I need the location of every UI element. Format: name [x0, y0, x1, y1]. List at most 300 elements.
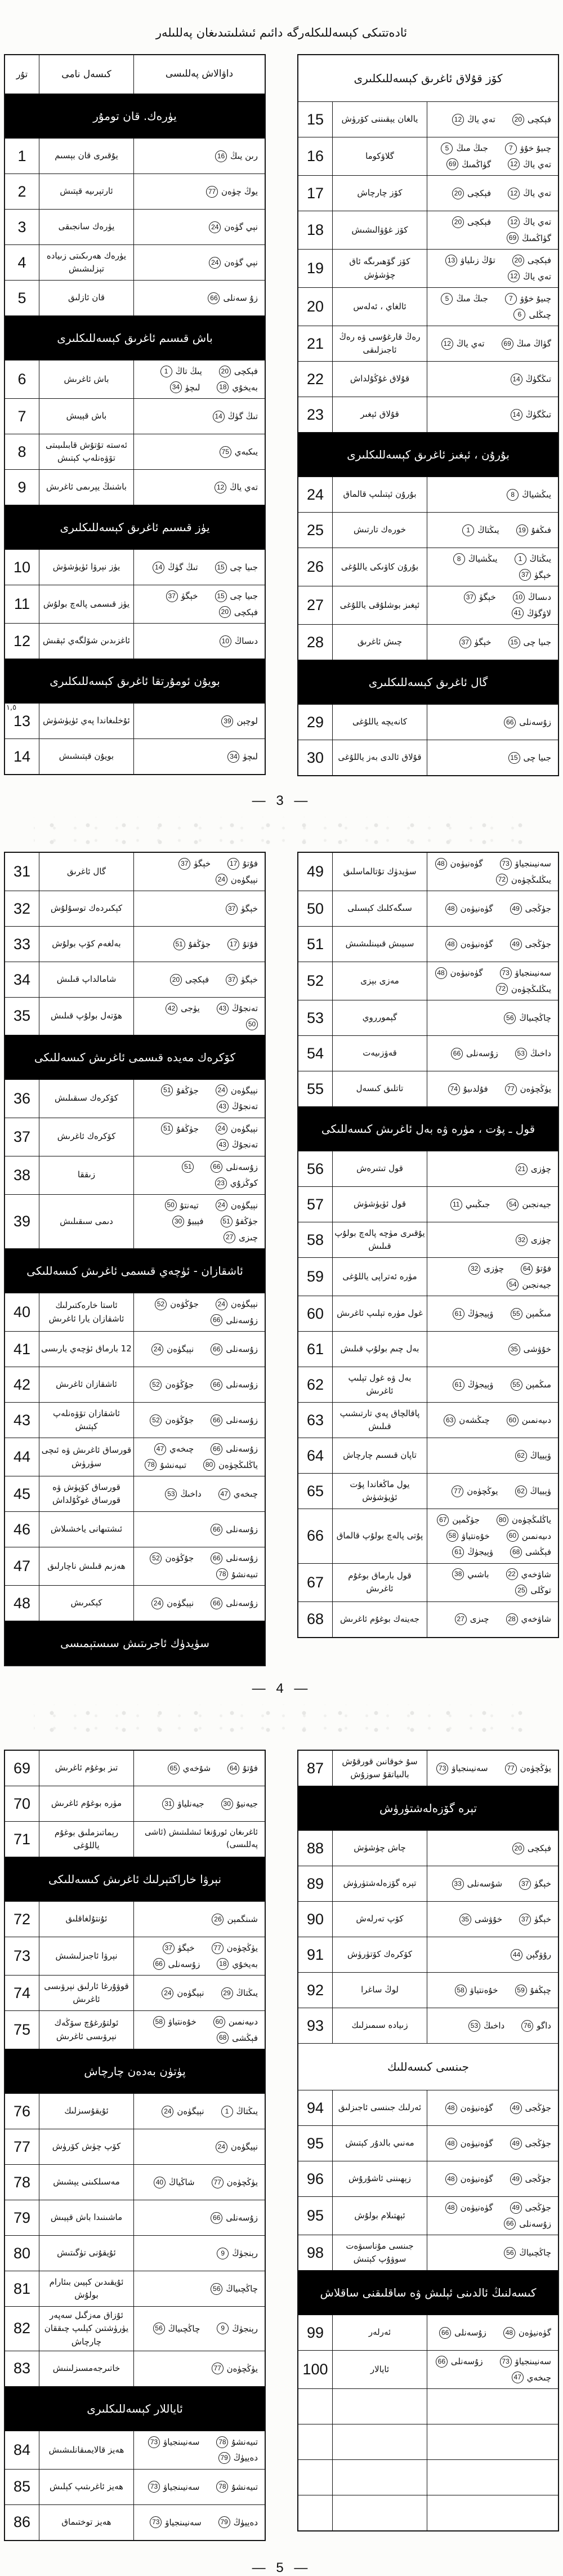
acupoint [515, 1485, 551, 1498]
disease-name: بۇرۇن كاۋىكى ياللۇغى [333, 548, 427, 586]
acupoint-name: سەنيىنجياۋ [515, 858, 551, 869]
acupoint-number: 24 [216, 1199, 227, 1211]
acupoint-name: تۇڭ زىلياۋ [461, 255, 495, 265]
section-header: باش قىسىم ئاغرىق كېسەللىكلىرى [5, 316, 265, 360]
section-row [5, 659, 265, 703]
table-row [5, 2093, 265, 2129]
table-row [298, 704, 558, 740]
treatment-points [134, 2094, 265, 2129]
acupoint-name: زۇسەنلى [226, 1524, 258, 1534]
acupoint-name: جيەنجىن [522, 1279, 551, 1290]
row-number-cell [298, 1367, 333, 1402]
acupoint-name: مىڭمېن [525, 1308, 551, 1319]
row-number: 38 [13, 1166, 31, 1184]
row-number-cell [5, 739, 39, 774]
section-row [298, 1786, 558, 1830]
acupoint-number: 66 [504, 2218, 516, 2230]
treatment-points [427, 1258, 558, 1296]
acupoint-name: شۇسەنلى [467, 1878, 503, 1889]
acupoint [497, 1514, 551, 1527]
acupoint [211, 1597, 258, 1610]
disease-name: غول مۈرە تېلىپ ئاغرىش [333, 1296, 427, 1331]
page-number: — 5 — [252, 2560, 311, 2575]
acupoint [516, 524, 551, 537]
acupoint-name: رېنجۈڭ [232, 2323, 258, 2334]
table-row [5, 2200, 265, 2235]
acupoint [508, 270, 551, 283]
disease-name: مۈرە بوغۇم ئاغرىش [39, 1786, 134, 1821]
table-row [298, 1402, 558, 1438]
acupoint-number: 15 [215, 590, 227, 602]
acupoint [508, 158, 551, 171]
row-number: 47 [13, 1558, 31, 1574]
acupoint [216, 1123, 258, 1136]
acupoint-number: 37 [163, 1942, 175, 1954]
disease-name: ئېھتىلام بولۇش [333, 2197, 427, 2235]
row-number-cell [5, 361, 39, 398]
section-header: تېرە گۆزەلەشتۈرۈش [298, 1786, 558, 1830]
row-number: 75 [13, 2021, 31, 2038]
page-block [0, 54, 563, 849]
table-row [5, 2271, 265, 2306]
row-number: 14 [13, 748, 31, 765]
acupoint [212, 2363, 258, 2375]
acupoint [453, 553, 498, 566]
acupoint [506, 1568, 551, 1581]
page-number: — 4 — [252, 1681, 311, 1696]
acupoint-name: جيەنلياۋ [177, 1798, 204, 1809]
section-row [5, 1035, 265, 1079]
acupoint-name: يۈڭچۈەن [226, 2363, 258, 2374]
acupoint-number: 27 [224, 1231, 235, 1243]
acupoint-name: فېكچى [185, 974, 209, 985]
acupoint [452, 1568, 489, 1581]
acupoint-number: 56 [504, 2247, 516, 2259]
table-row [5, 2504, 265, 2540]
acupoint-number: 64 [227, 1763, 239, 1774]
acupoint-name: نېيگۈەن [230, 1200, 258, 1211]
acupoint [508, 216, 551, 229]
disease-name: قول بارماق بوغۇم ئاغرىش [333, 1564, 427, 1601]
acupoint-name: تەي ياڭ [523, 217, 551, 227]
row-number-cell [298, 362, 333, 397]
acupoint [217, 2032, 258, 2045]
disease-name: گلاۋكوما [333, 137, 427, 175]
acupoint-number: 9 [217, 2248, 229, 2259]
acupoint-name: نېيگۈەن [230, 874, 258, 885]
acupoint [504, 1012, 551, 1025]
acupoint-number: 50 [246, 1018, 258, 1030]
section-header: يۈرەك. قان تومۇر [5, 94, 265, 138]
acupoint-name: گۈەنيۈەن [450, 968, 483, 978]
row-number: 98 [306, 2244, 324, 2261]
row-number: 3 [17, 218, 26, 235]
row-number: 48 [13, 1594, 31, 1612]
acupoint-name: جىيا چى [523, 637, 551, 647]
row-number: 99 [306, 2324, 324, 2341]
acupoint-number: 66 [153, 1958, 165, 1970]
table-row [298, 477, 558, 512]
treatment-points [427, 1564, 558, 1601]
section-row [298, 432, 558, 477]
disease-name: ئاشقازان ئاغرىش [39, 1367, 134, 1402]
section-header: قول ـ پۇت ، مۈرە ۋە بەل ئاغرىش كىسەللىكى [298, 1107, 558, 1151]
acupoint-name: يوڭ چۈەن [221, 186, 258, 197]
acupoint-number: 32 [468, 1263, 480, 1275]
acupoint-number: 24 [209, 257, 221, 269]
acupoint-number: 42 [166, 1003, 177, 1015]
acupoint-number: 51 [182, 1161, 194, 1173]
row-number: 16 [306, 148, 324, 164]
acupoint-name: رىن يىڭ [230, 150, 258, 161]
table-row [5, 1547, 265, 1585]
acupoint-number: 28 [506, 1613, 518, 1625]
treatment-points [134, 1976, 265, 2010]
row-number-cell [298, 740, 333, 775]
row-number: 33 [13, 935, 31, 953]
row-number: 19 [306, 260, 324, 277]
row-number: 72 [13, 1910, 31, 1928]
row-number: 64 [306, 1447, 324, 1464]
acupoint-name: بەيخۇي [232, 1959, 258, 1969]
acupoint-name: گۈەنيۈەن [460, 2173, 493, 2184]
acupoint-number: 31 [162, 1798, 174, 1810]
acupoint-name: زۇسەنلى [226, 2212, 258, 2223]
acupoint-number: 56 [211, 2283, 222, 2295]
table-row [298, 2090, 558, 2125]
acupoint-name: زۇ سەنلى [223, 292, 258, 303]
row-number-cell [298, 1937, 333, 1972]
acupoint-name: يىڭتاڭ [236, 1987, 258, 1998]
row-number-cell [298, 2495, 333, 2530]
acupoint [512, 254, 551, 267]
treatment-points [427, 2235, 558, 2270]
acupoint [226, 902, 258, 915]
row-number: 77 [13, 2138, 31, 2155]
treatment-points [427, 1602, 558, 1637]
acupoint-number: 48 [445, 2202, 457, 2214]
treatment-points [427, 1151, 558, 1186]
acupoint-name: نېيگۈەن [230, 1299, 258, 1309]
row-number-cell [298, 586, 333, 624]
row-number-cell [5, 2236, 39, 2271]
treatment-points [427, 1222, 558, 1257]
acupoint-name: زۇسەنلى [226, 1379, 258, 1390]
acupoint-name: تىيەنشۇ [160, 1460, 187, 1470]
table-row [298, 361, 558, 397]
row-number-cell [298, 2424, 333, 2459]
acupoint-name: چىيۇ خۇۋ [520, 293, 551, 304]
acupoint-name: خۇەنتياۋ [461, 1531, 490, 1541]
row-number-cell [5, 434, 39, 469]
page-tables [0, 54, 563, 776]
row-number: 7 [17, 407, 26, 425]
table-row [298, 397, 558, 432]
acupoint [436, 1762, 488, 1775]
treatment-points [134, 2011, 265, 2049]
disease-name [333, 2460, 427, 2495]
treatment-points [134, 891, 265, 926]
row-number: 28 [306, 633, 324, 651]
acupoint-number: 39 [221, 715, 233, 727]
acupoint [510, 2201, 551, 2214]
table-row [298, 1937, 558, 1972]
acupoint-name: جۈڭفۇ [235, 1216, 258, 1226]
page-block [0, 1750, 563, 2576]
acupoint-name: سەنيىنجياۋ [515, 968, 551, 978]
acupoint-number: 12 [508, 270, 520, 282]
acupoint [153, 2016, 196, 2028]
table-row [5, 1079, 265, 1118]
table-row [5, 1937, 265, 1975]
acupoint-number: 77 [212, 1942, 224, 1954]
table-row [5, 1331, 265, 1367]
section-row [298, 660, 558, 704]
disease-name: خاتىرجەمسىزلىنىش [39, 2351, 134, 2386]
treatment-points [134, 1293, 265, 1331]
acupoint-number: 56 [504, 1012, 516, 1024]
row-number: 17 [306, 184, 324, 202]
disease-name: كېكىرىش [39, 1586, 134, 1621]
acupoint-number: 44 [511, 1949, 522, 1961]
treatment-points [427, 2495, 558, 2530]
row-number: 46 [13, 1520, 31, 1538]
acupoint-name: زۇسەنلى [450, 2356, 483, 2366]
acupoint-name: داخىڭ [180, 1488, 202, 1499]
acupoint-number: 22 [506, 1568, 518, 1580]
acupoint-name: باشىي [467, 1569, 489, 1580]
acupoint [160, 365, 202, 378]
row-number-cell [298, 102, 333, 137]
acupoint-name: لىچۈ [185, 382, 200, 393]
treatment-points [427, 2460, 558, 2495]
acupoint-number: 66 [211, 1414, 222, 1426]
disease-name: كۆز گۆھىرىگە ئاق چۈشۈش [333, 250, 427, 287]
acupoint-number: 51 [161, 1084, 173, 1096]
acupoint-number: 77 [452, 1485, 463, 1497]
acupoint-number: 18 [217, 381, 229, 393]
table-row [298, 1071, 558, 1106]
treatment-points [427, 705, 558, 740]
treatment-points [134, 2470, 265, 2504]
disease-name: يۇقىرى مۈچە پالەچ بولۇپ قىلىش [333, 1222, 427, 1257]
disease-name: ئاشقازان تۆۋەنلەپ كېتىش [39, 1403, 134, 1438]
acupoint [153, 561, 198, 574]
acupoint-number: 60 [507, 1530, 519, 1542]
disease-name [333, 2495, 427, 2530]
treatment-points [427, 1071, 558, 1106]
table-row [5, 997, 265, 1035]
row-number-cell [5, 1367, 39, 1402]
acupoint [459, 636, 491, 649]
acupoint-name: يوڭچۈەن [467, 1485, 498, 1496]
acupoint-name: زۇسەنلى [226, 1553, 258, 1563]
acupoint-name: تەنجۇڭ [231, 1003, 258, 1013]
table-row [5, 703, 265, 738]
row-number: 86 [13, 2513, 31, 2531]
acupoint-number: 69 [507, 232, 519, 244]
acupoint [217, 2247, 258, 2260]
section-header: كۆكرەك مەيدە قىسمى ئاغرىش كىسەللىكى [5, 1035, 265, 1079]
acupoint [154, 1443, 194, 1456]
disease-name: ئۇيقۇنى تۈگىتىش [39, 2236, 134, 2271]
acupoint-name: ۋېيجۈڭ [467, 1308, 494, 1319]
acupoint-number: 66 [211, 1379, 222, 1391]
disease-name: يۈرەك ھەرىكىتى زىيادە تېزلىشىش [39, 245, 134, 280]
acupoint [211, 1343, 258, 1356]
row-number-cell [5, 2271, 39, 2306]
acupoint [162, 1987, 204, 2000]
disease-name: قۇلاق غۇڭۇلداش [333, 362, 427, 397]
disease-name: گېمورروي [333, 1000, 427, 1035]
document-title: ئادەتتىكى كېسەللىكلەرگە دائىم ئىشلىتىدىغان پەللىلەر [155, 26, 408, 39]
acupoint-name: تەنجۇڭ [231, 1101, 258, 1111]
acupoint-name: خېگۈ [194, 858, 211, 869]
acupoint-name: رېنجۈڭ [232, 2248, 258, 2258]
treatment-points [427, 2351, 558, 2388]
table-row [5, 926, 265, 962]
treatment-points [134, 1367, 265, 1402]
acupoint [217, 1138, 258, 1151]
row-number: 83 [13, 2360, 31, 2377]
disease-name: مۈرە ئەتراپى ياللۇغى [333, 1258, 427, 1296]
acupoint [507, 1530, 551, 1543]
acupoint-number: 8 [453, 553, 465, 565]
treatment-points [134, 245, 265, 280]
acupoint-number: 49 [510, 2173, 522, 2185]
row-number: 18 [306, 221, 324, 238]
disease-name: سۇ خوقانىن قورقۇش بالىياتقۇ سوزۇش [333, 1751, 427, 1786]
row-number: 49 [306, 863, 324, 880]
table [4, 54, 266, 775]
acupoint [221, 1798, 258, 1810]
table-row [5, 360, 265, 398]
disease-name: كۆز غۇۋالىشىش [333, 211, 427, 249]
acupoint-number: 58 [455, 1985, 467, 1996]
disease-name: ئىشتىھانى ياخشىلاش [39, 1512, 134, 1547]
acupoint [219, 606, 258, 619]
acupoint [521, 1262, 551, 1275]
row-number-cell [5, 704, 39, 738]
acupoint-number: 37 [519, 569, 531, 581]
acupoint-name: گۈەنيۈەن [518, 2327, 551, 2338]
acupoint-name: چاڭچىياڭ [519, 1012, 551, 1023]
acupoint-number: 41 [512, 607, 524, 619]
treatment-points [134, 470, 265, 505]
table-row [5, 434, 265, 469]
acupoint-name: يىڭتاڭ [529, 554, 551, 564]
acupoint-name: تىڭگۈڭ [525, 373, 551, 384]
acupoint-number: 54 [507, 1279, 519, 1291]
acupoint [513, 309, 551, 322]
row-number-cell [298, 962, 333, 1000]
acupoint-number: 56 [153, 2323, 165, 2334]
row-number: 63 [306, 1411, 324, 1429]
table-row [5, 2235, 265, 2271]
acupoint-name: ۋېيياڭ [530, 1485, 551, 1496]
table-row [298, 512, 558, 548]
acupoint [448, 1083, 488, 1096]
treatment-points [134, 1512, 265, 1547]
row-number: 30 [306, 749, 324, 766]
acupoint-name: نېيگۈەن [230, 2141, 258, 2152]
disease-name: بۇرۇن ئېتىلىپ قالماق [333, 477, 427, 512]
row-number-cell [5, 1751, 39, 1786]
acupoint-number: 49 [510, 2202, 522, 2214]
acupoint-name: جۇڭۋەن [165, 1553, 194, 1563]
acupoint-number: 24 [216, 1084, 227, 1096]
treatment-points [427, 2389, 558, 2424]
row-number: 69 [13, 1759, 31, 1777]
disease-name: كۆكرەك سىقىلىش [39, 1080, 134, 1118]
acupoint-number: 66 [208, 292, 220, 304]
acupoint-name: گۈەنيۈەن [450, 858, 483, 869]
acupoint-name: خېگۈ [474, 637, 491, 647]
table-row [5, 209, 265, 244]
acupoint-name: خېگۈ [181, 591, 198, 601]
acupoint-name: يىڭشياڭ [468, 554, 498, 564]
acupoint [172, 1215, 204, 1228]
acupoint-number: 65 [168, 1763, 180, 1774]
table-row [298, 211, 558, 249]
row-number-cell [5, 1512, 39, 1547]
acupoint-number: 18 [217, 1958, 229, 1970]
acupoint-name: يۈجى [181, 1003, 200, 1013]
acupoint [507, 1414, 551, 1427]
acupoint-number: 24 [216, 874, 227, 886]
table-row [298, 1367, 558, 1402]
acupoint [151, 1597, 194, 1610]
row-number: 82 [13, 2320, 31, 2337]
acupoint-name: يۈڭچۈەن [226, 1943, 258, 1953]
disease-name: مەنىي بالدۇر كېتىش [333, 2126, 427, 2161]
acupoint-number: 1 [462, 524, 474, 536]
table-row [298, 2125, 558, 2161]
acupoint [216, 1298, 258, 1311]
disease-name: لوڭ ساغرا [333, 1973, 427, 2008]
acupoint-number: 69 [502, 338, 513, 350]
treatment-points [427, 1474, 558, 1509]
section-row [5, 1621, 265, 1665]
acupoint-number: 78 [145, 1459, 157, 1471]
acupoint-number: 14 [213, 411, 225, 422]
table-row [5, 398, 265, 434]
treatment-points [134, 2307, 265, 2351]
acupoint-name: زۇسەنلى [226, 1343, 258, 1354]
acupoint [150, 1378, 194, 1391]
acupoint-number: 73 [500, 2356, 512, 2368]
acupoint [452, 216, 491, 229]
disease-name: ئاستا خارەكتىرلىك ئاشقازان يارا ئاغرىش [39, 1293, 134, 1331]
acupoint-number: 30 [172, 1216, 184, 1227]
section-header: سۈيدۈك ئاجرىتىش سىستېمىسى [5, 1621, 265, 1665]
acupoint-number: 21 [516, 1163, 528, 1175]
acupoint-name: جۈڭمېن [452, 1515, 480, 1525]
disease-name: ئۇزاق مەزگىل سەپەر يۈرۈشتىن كېلىپ چىققان چارچاش [39, 2307, 134, 2351]
row-number: 66 [306, 1527, 324, 1545]
row-number-cell [298, 2351, 333, 2388]
section-header: كىسەلنىڭ ئالدىنى ئېلىش ۋە ساقلىقنى ساقلاش [298, 2271, 558, 2315]
disease-name: ئالغاي ، ئەلەس [333, 288, 427, 326]
acupoint-number: 72 [496, 874, 508, 886]
acupoint-number: 20 [219, 366, 231, 377]
acupoint-number: 9 [217, 2323, 229, 2334]
acupoint-number: 48 [445, 903, 457, 915]
row-number-cell [5, 927, 39, 962]
row-number-cell [298, 1296, 333, 1331]
acupoint-number: 16 [215, 150, 227, 162]
acupoint-number: 66 [211, 1343, 222, 1355]
